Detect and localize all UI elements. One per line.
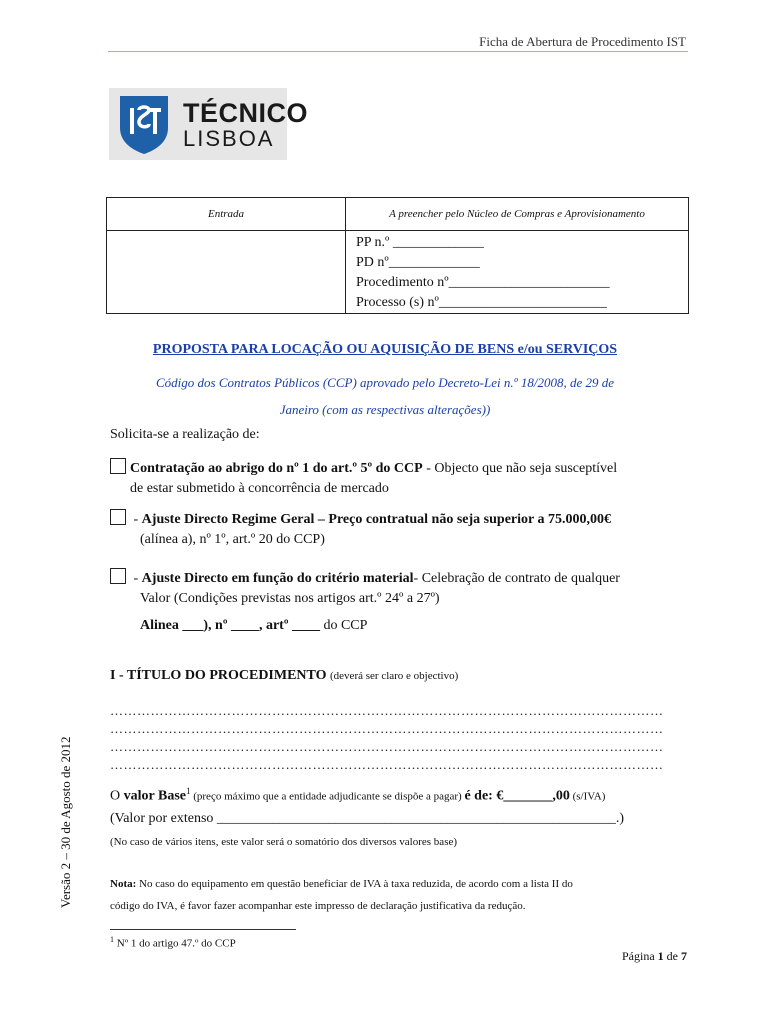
page-current: 1 bbox=[657, 949, 664, 963]
option-contratacao-checkbox[interactable] bbox=[110, 458, 126, 474]
dotted-line-1[interactable]: …………………………………………………………………………………………………………… bbox=[110, 703, 664, 718]
valor-base-label: valor Base bbox=[123, 788, 186, 804]
footnote-number: 1 bbox=[110, 935, 114, 944]
entry-col2-header: A preencher pelo Núcleo de Compras e Aprovisionamento bbox=[346, 198, 689, 231]
option-contratacao-line2: de estar submetido à concorrência de mercado bbox=[130, 481, 389, 496]
valor-prefix: O bbox=[110, 788, 124, 804]
footnote-ref: 1 bbox=[185, 786, 191, 796]
header-title: Ficha de Abertura de Procedimento IST bbox=[479, 34, 686, 49]
option-ajuste-criterio-material-desc: - Celebração de contrato de qualquer bbox=[413, 571, 620, 586]
option-ajuste-criterio-material-title: Ajuste Directo em função do critério material bbox=[141, 571, 414, 586]
page-total: 7 bbox=[681, 949, 687, 963]
ist-shield-icon bbox=[118, 94, 170, 156]
tecnico-lisboa-logo bbox=[109, 88, 308, 160]
footnote bbox=[110, 935, 236, 950]
nocaso-note: (No caso de vários itens, este valor será o somatório dos diversos valores base) bbox=[110, 836, 458, 848]
valor-note: (preço máximo que a entidade adjudicante se dispõe a pagar) bbox=[190, 790, 465, 803]
option-ajuste-criterio-material-line2: Valor (Condições previstas nos artigos art.º 24º a 27º) bbox=[140, 591, 440, 606]
footnote-text: Nº 1 do artigo 47.º do CCP bbox=[114, 937, 236, 950]
nota-line1 bbox=[110, 878, 690, 890]
option-contratacao-title: Contratação ao abrigo do nº 1 do art.º 5º do CCP bbox=[130, 461, 423, 476]
dotted-line-2[interactable]: …………………………………………………………………………………………………………… bbox=[110, 721, 664, 736]
entry-table bbox=[106, 197, 689, 314]
subtitle-line2: Janeiro (com as respectivas alterações)) bbox=[279, 402, 491, 417]
subtitle-line1: Código dos Contratos Públicos (CCP) aprovado pelo Decreto-Lei n.º 18/2008, de 29 de bbox=[155, 375, 615, 390]
nota-text1: No caso do equipamento em questão beneficiar de IVA à taxa reduzida, de acordo com a lista II do bbox=[136, 878, 573, 890]
pd-field[interactable]: PD nº_____________ bbox=[356, 255, 480, 270]
option-ajuste-criterio-material-checkbox[interactable] bbox=[110, 568, 126, 584]
option-prefix: - bbox=[130, 571, 142, 586]
option-contratacao-desc: - Objecto que não seja susceptível bbox=[422, 461, 618, 476]
entry-col1-header: Entrada bbox=[107, 198, 346, 231]
entry-cell[interactable] bbox=[107, 231, 346, 314]
option-ajuste-regime-geral-checkbox[interactable] bbox=[110, 509, 126, 525]
valor-base-field[interactable] bbox=[110, 786, 605, 805]
document-title: PROPOSTA PARA LOCAÇÃO OU AQUISIÇÃO DE BENS e/ou SERVIÇOS bbox=[152, 342, 618, 357]
dotted-line-4[interactable]: …………………………………………………………………………………………………………… bbox=[110, 757, 664, 772]
pp-field[interactable]: PP n.º _____________ bbox=[356, 235, 484, 250]
logo-brand-line2: LISBOA bbox=[183, 126, 275, 151]
option-ajuste-regime-geral-line2: (alínea a), nº 1º, art.º 20 do CCP) bbox=[140, 532, 325, 547]
logo-brand-line1: TÉCNICO bbox=[183, 98, 308, 128]
option-ajuste-regime-geral bbox=[110, 509, 710, 550]
page-number bbox=[622, 949, 687, 964]
page-label: Página bbox=[622, 949, 655, 963]
valor-amount: é de: €_______,00 bbox=[464, 788, 570, 804]
alinea-fields[interactable] bbox=[140, 618, 367, 634]
nota-label: Nota: bbox=[110, 878, 137, 890]
alinea-label: Alinea ___), nº ____, artº ____ bbox=[140, 618, 320, 633]
alinea-suffix: do CCP bbox=[319, 618, 368, 633]
section-titulo-procedimento bbox=[110, 668, 458, 684]
page-of: de bbox=[666, 949, 678, 963]
valor-iva: (s/IVA) bbox=[569, 790, 606, 803]
option-prefix: - bbox=[130, 512, 142, 527]
option-contratacao bbox=[110, 458, 710, 499]
version-side-text: Versão 2 – 30 de Agosto de 2012 bbox=[58, 736, 73, 908]
section-note: (deverá ser claro e objectivo) bbox=[330, 670, 459, 682]
procurement-fields bbox=[346, 231, 689, 314]
footnote-divider bbox=[110, 929, 296, 930]
option-ajuste-criterio-material bbox=[110, 568, 710, 609]
option-ajuste-regime-geral-title: Ajuste Directo Regime Geral – Preço contratual não seja superior a 75.000,00€ bbox=[141, 512, 611, 527]
procedimento-field[interactable]: Procedimento nº_______________________ bbox=[356, 275, 610, 290]
header-divider bbox=[108, 51, 688, 52]
solicita-label: Solicita-se a realização de: bbox=[110, 427, 260, 442]
processo-field[interactable]: Processo (s) nº________________________ bbox=[356, 295, 607, 310]
nota-line2: código do IVA, é favor fazer acompanhar este impresso de declaração justificativa da redução. bbox=[110, 900, 526, 912]
valor-extenso-field[interactable]: (Valor por extenso _________________________________________________________.) bbox=[110, 811, 625, 826]
dotted-line-3[interactable]: …………………………………………………………………………………………………………… bbox=[110, 739, 664, 754]
section-title: I - TÍTULO DO PROCEDIMENTO bbox=[110, 668, 327, 683]
